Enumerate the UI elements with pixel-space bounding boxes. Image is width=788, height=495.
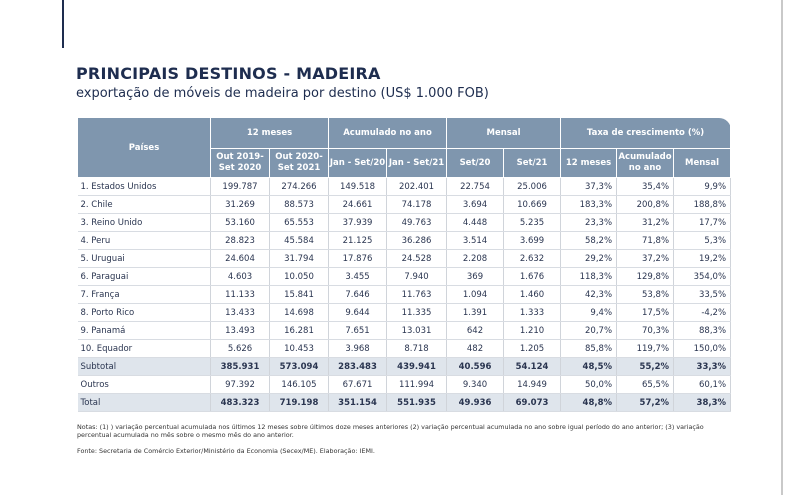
value-cell: 16.281: [270, 322, 329, 340]
value-cell: 53.160: [211, 214, 270, 232]
value-cell: 146.105: [270, 376, 329, 394]
growth-rate-cell: 23,3%: [561, 214, 617, 232]
value-cell: 14.949: [504, 376, 561, 394]
subheader-cell: Jan - Set/20: [329, 149, 387, 178]
value-cell: 551.935: [387, 394, 447, 412]
growth-rate-cell: 70,3%: [617, 322, 674, 340]
value-cell: 11.335: [387, 304, 447, 322]
total-row: [78, 394, 731, 412]
header-acumulado: Acumulado no ano: [329, 118, 447, 149]
subheader-cell: Out 2019- Set 2020: [211, 149, 270, 178]
growth-rate-cell: 33,3%: [674, 358, 731, 376]
value-cell: 11.763: [387, 286, 447, 304]
growth-rate-cell: 48,5%: [561, 358, 617, 376]
growth-rate-cell: 35,4%: [617, 178, 674, 196]
value-cell: 3.699: [504, 232, 561, 250]
value-cell: 21.125: [329, 232, 387, 250]
table-row: [78, 214, 731, 232]
growth-rate-cell: 354,0%: [674, 268, 731, 286]
country-cell: 4. Peru: [78, 232, 211, 250]
value-cell: 1.391: [447, 304, 504, 322]
table-row: [78, 196, 731, 214]
value-cell: 15.841: [270, 286, 329, 304]
value-cell: 40.596: [447, 358, 504, 376]
table-row: [78, 286, 731, 304]
value-cell: 1.333: [504, 304, 561, 322]
value-cell: 4.603: [211, 268, 270, 286]
growth-rate-cell: -4,2%: [674, 304, 731, 322]
value-cell: 351.154: [329, 394, 387, 412]
country-cell: Total: [78, 394, 211, 412]
value-cell: 2.208: [447, 250, 504, 268]
value-cell: 67.671: [329, 376, 387, 394]
table-header: [78, 118, 731, 178]
value-cell: 1.460: [504, 286, 561, 304]
header-accent-rule: [62, 0, 64, 48]
growth-rate-cell: 53,8%: [617, 286, 674, 304]
value-cell: 3.514: [447, 232, 504, 250]
growth-rate-cell: 48,8%: [561, 394, 617, 412]
growth-rate-cell: 50,0%: [561, 376, 617, 394]
value-cell: 199.787: [211, 178, 270, 196]
country-cell: 5. Uruguai: [78, 250, 211, 268]
value-cell: 483.323: [211, 394, 270, 412]
table-row: [78, 322, 731, 340]
value-cell: 14.698: [270, 304, 329, 322]
header-paises: Países: [78, 118, 211, 178]
value-cell: 1.210: [504, 322, 561, 340]
subheader-cell: Acumulado no ano: [617, 149, 674, 178]
value-cell: 149.518: [329, 178, 387, 196]
growth-rate-cell: 150,0%: [674, 340, 731, 358]
value-cell: 88.573: [270, 196, 329, 214]
subheader-cell: 12 meses: [561, 149, 617, 178]
value-cell: 1.205: [504, 340, 561, 358]
value-cell: 31.794: [270, 250, 329, 268]
value-cell: 3.455: [329, 268, 387, 286]
value-cell: 1.094: [447, 286, 504, 304]
growth-rate-cell: 29,2%: [561, 250, 617, 268]
growth-rate-cell: 200,8%: [617, 196, 674, 214]
value-cell: 10.669: [504, 196, 561, 214]
growth-rate-cell: 183,3%: [561, 196, 617, 214]
growth-rate-cell: 20,7%: [561, 322, 617, 340]
table-source: Fonte: Secretaria de Comércio Exterior/Ministério da Economia (Secex/ME). Elaboração: IEMI.: [77, 447, 375, 455]
value-cell: 13.493: [211, 322, 270, 340]
country-cell: Outros: [78, 376, 211, 394]
value-cell: 9.644: [329, 304, 387, 322]
page-edge-rule: [781, 0, 783, 495]
value-cell: 13.031: [387, 322, 447, 340]
table-row: [78, 232, 731, 250]
header-taxa-crescimento: Taxa de crescimento (%): [561, 118, 731, 149]
value-cell: 4.448: [447, 214, 504, 232]
value-cell: 45.584: [270, 232, 329, 250]
table-row: [78, 250, 731, 268]
value-cell: 74.178: [387, 196, 447, 214]
value-cell: 2.632: [504, 250, 561, 268]
growth-rate-cell: 129,8%: [617, 268, 674, 286]
value-cell: 5.626: [211, 340, 270, 358]
value-cell: 22.754: [447, 178, 504, 196]
value-cell: 13.433: [211, 304, 270, 322]
value-cell: 97.392: [211, 376, 270, 394]
header-mensal: Mensal: [447, 118, 561, 149]
table-row: [78, 268, 731, 286]
value-cell: 49.763: [387, 214, 447, 232]
value-cell: 49.936: [447, 394, 504, 412]
value-cell: 283.483: [329, 358, 387, 376]
subheader-cell: Jan - Set/21: [387, 149, 447, 178]
value-cell: 7.940: [387, 268, 447, 286]
growth-rate-cell: 188,8%: [674, 196, 731, 214]
growth-rate-cell: 17,5%: [617, 304, 674, 322]
value-cell: 31.269: [211, 196, 270, 214]
destinations-table: [77, 117, 731, 412]
growth-rate-cell: 33,5%: [674, 286, 731, 304]
growth-rate-cell: 71,8%: [617, 232, 674, 250]
value-cell: 111.994: [387, 376, 447, 394]
growth-rate-cell: 55,2%: [617, 358, 674, 376]
value-cell: 10.453: [270, 340, 329, 358]
growth-rate-cell: 58,2%: [561, 232, 617, 250]
value-cell: 25.006: [504, 178, 561, 196]
country-cell: 9. Panamá: [78, 322, 211, 340]
subheader-cell: Set/20: [447, 149, 504, 178]
value-cell: 573.094: [270, 358, 329, 376]
growth-rate-cell: 9,9%: [674, 178, 731, 196]
table-body: [78, 178, 731, 412]
growth-rate-cell: 9,4%: [561, 304, 617, 322]
growth-rate-cell: 57,2%: [617, 394, 674, 412]
value-cell: 69.073: [504, 394, 561, 412]
value-cell: 24.604: [211, 250, 270, 268]
value-cell: 37.939: [329, 214, 387, 232]
country-cell: 10. Equador: [78, 340, 211, 358]
value-cell: 719.198: [270, 394, 329, 412]
value-cell: 54.124: [504, 358, 561, 376]
value-cell: 28.823: [211, 232, 270, 250]
growth-rate-cell: 37,2%: [617, 250, 674, 268]
growth-rate-cell: 31,2%: [617, 214, 674, 232]
value-cell: 5.235: [504, 214, 561, 232]
growth-rate-cell: 17,7%: [674, 214, 731, 232]
growth-rate-cell: 19,2%: [674, 250, 731, 268]
subheader-cell: Out 2020- Set 2021: [270, 149, 329, 178]
table-row: [78, 304, 731, 322]
subtotal-row: [78, 358, 731, 376]
subheader-cell: Set/21: [504, 149, 561, 178]
value-cell: 24.528: [387, 250, 447, 268]
value-cell: 9.340: [447, 376, 504, 394]
country-cell: Subtotal: [78, 358, 211, 376]
table-row: [78, 178, 731, 196]
country-cell: 3. Reino Unido: [78, 214, 211, 232]
header-12-meses: 12 meses: [211, 118, 329, 149]
outros-row: [78, 376, 731, 394]
subheader-cell: Mensal: [674, 149, 731, 178]
value-cell: 482: [447, 340, 504, 358]
growth-rate-cell: 38,3%: [674, 394, 731, 412]
country-cell: 2. Chile: [78, 196, 211, 214]
value-cell: 8.718: [387, 340, 447, 358]
value-cell: 7.651: [329, 322, 387, 340]
value-cell: 7.646: [329, 286, 387, 304]
value-cell: 3.694: [447, 196, 504, 214]
value-cell: 385.931: [211, 358, 270, 376]
growth-rate-cell: 118,3%: [561, 268, 617, 286]
value-cell: 24.661: [329, 196, 387, 214]
growth-rate-cell: 119,7%: [617, 340, 674, 358]
value-cell: 642: [447, 322, 504, 340]
value-cell: 202.401: [387, 178, 447, 196]
growth-rate-cell: 37,3%: [561, 178, 617, 196]
value-cell: 65.553: [270, 214, 329, 232]
page-title: PRINCIPAIS DESTINOS - MADEIRA: [76, 64, 381, 83]
growth-rate-cell: 85,8%: [561, 340, 617, 358]
country-cell: 7. França: [78, 286, 211, 304]
value-cell: 274.266: [270, 178, 329, 196]
value-cell: 10.050: [270, 268, 329, 286]
growth-rate-cell: 60,1%: [674, 376, 731, 394]
country-cell: 1. Estados Unidos: [78, 178, 211, 196]
value-cell: 11.133: [211, 286, 270, 304]
value-cell: 3.968: [329, 340, 387, 358]
table-row: [78, 340, 731, 358]
growth-rate-cell: 65,5%: [617, 376, 674, 394]
country-cell: 8. Porto Rico: [78, 304, 211, 322]
growth-rate-cell: 42,3%: [561, 286, 617, 304]
value-cell: 36.286: [387, 232, 447, 250]
growth-rate-cell: 88,3%: [674, 322, 731, 340]
value-cell: 1.676: [504, 268, 561, 286]
value-cell: 439.941: [387, 358, 447, 376]
table-notes: Notas: (1) ) variação percentual acumulada nos últimos 12 meses sobre últimos doze meses anteriores (2) variação percentual acumulada no ano sobre igual período do ano anterior; (3) variação percentual acumulada no mês sobre o mesmo mês do ano anterior.: [77, 423, 704, 439]
value-cell: 369: [447, 268, 504, 286]
page-subtitle: exportação de móveis de madeira por destino (US$ 1.000 FOB): [76, 86, 489, 101]
country-cell: 6. Paraguai: [78, 268, 211, 286]
value-cell: 17.876: [329, 250, 387, 268]
growth-rate-cell: 5,3%: [674, 232, 731, 250]
